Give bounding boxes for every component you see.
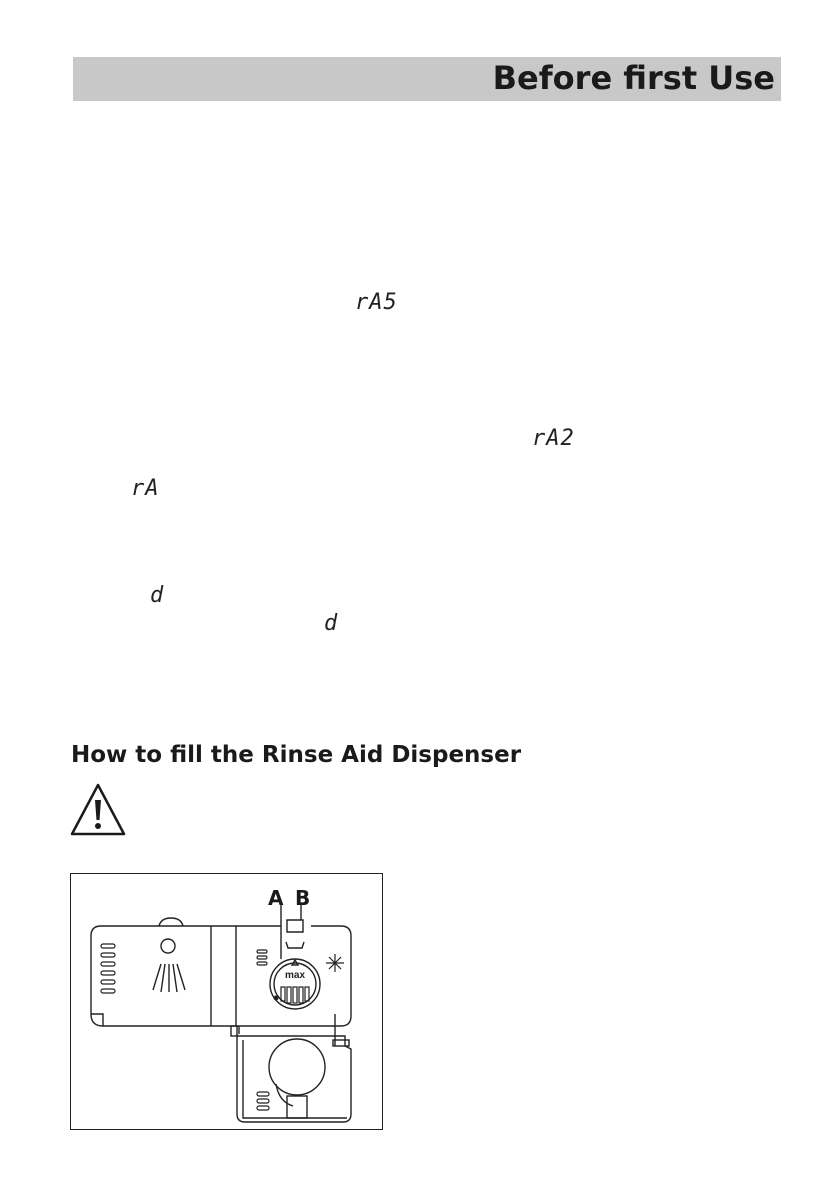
label-b: B bbox=[295, 886, 311, 910]
display-code-d-first: d bbox=[150, 583, 165, 608]
page-title: Before first Use bbox=[492, 59, 775, 97]
warning-icon bbox=[69, 782, 127, 838]
display-code-ra: rA bbox=[131, 476, 160, 501]
display-code-ras: rA5 bbox=[355, 290, 398, 315]
section-header-bar bbox=[73, 57, 781, 101]
dispenser-figure bbox=[70, 873, 383, 1130]
display-code-ra2: rA2 bbox=[532, 426, 575, 451]
display-code-d-second: d bbox=[324, 611, 339, 636]
label-a: A bbox=[268, 886, 284, 910]
dispenser-diagram bbox=[71, 874, 384, 1131]
dial-max-label: max bbox=[284, 970, 306, 981]
section-heading: How to fill the Rinse Aid Dispenser bbox=[71, 742, 522, 768]
